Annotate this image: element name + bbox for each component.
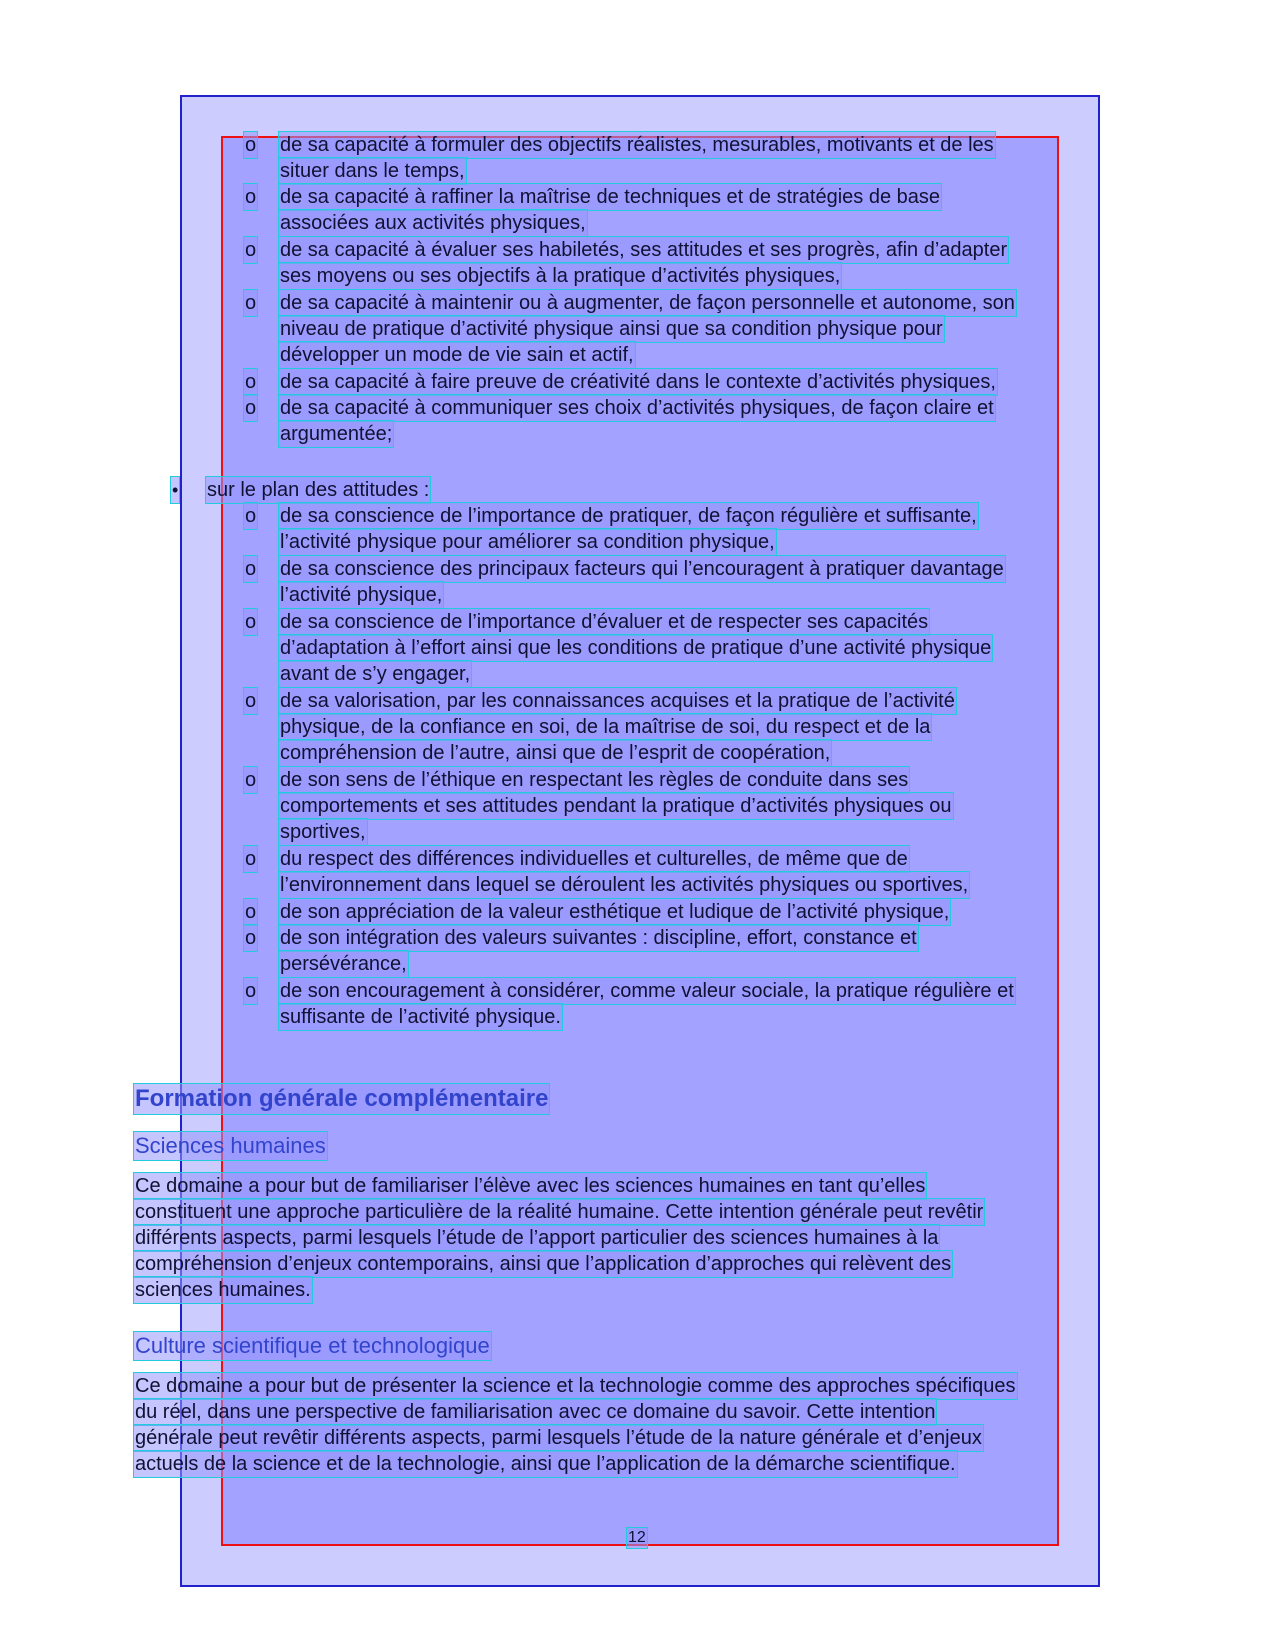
section-heading: Formation générale complémentaire — [135, 1085, 549, 1112]
list-item-line: de son sens de l’éthique en respectant les règles de conduite dans ses — [280, 769, 909, 791]
list-bullet: o — [245, 186, 257, 208]
list-item-line: de sa capacité à faire preuve de créativité dans le contexte d’activités physiques, — [280, 371, 996, 393]
paragraph-line: Ce domaine a pour but de familiariser l’élève avec les sciences humaines en tant qu’elles — [135, 1175, 926, 1197]
list-bullet: o — [245, 134, 257, 156]
list-item-line: du respect des différences individuelles et culturelles, de même que de — [280, 848, 908, 870]
list-bullet: o — [245, 397, 257, 419]
list-item-line: situer dans le temps, — [280, 160, 465, 182]
list-bullet: o — [245, 690, 257, 712]
list-item-line: compréhension de l’autre, ainsi que de l’esprit de coopération, — [280, 742, 831, 764]
list-item-line: ses moyens ou ses objectifs à la pratique d’activités physiques, — [280, 265, 841, 287]
list-item-line: sportives, — [280, 821, 366, 843]
paragraph-line: compréhension d’enjeux contemporains, ainsi que l’application d’approches qui relèvent des — [135, 1253, 952, 1275]
list-item-line: l’activité physique pour améliorer sa condition physique, — [280, 531, 775, 553]
subsection-title: Culture scientifique et technologique — [135, 1333, 490, 1358]
list-item-line: persévérance, — [280, 953, 407, 975]
list-item-line: de sa capacité à formuler des objectifs réalistes, mesurables, motivants et de les — [280, 134, 994, 156]
paragraph-line: actuels de la science et de la technologie, ainsi que l’application de la démarche scientifique. — [135, 1453, 956, 1475]
list-bullet: o — [245, 769, 257, 791]
paragraph-line: générale peut revêtir différents aspects, parmi lesquels l’étude de la nature générale et d’enjeux — [135, 1427, 982, 1449]
list-bullet: o — [245, 927, 257, 949]
list-item-line: de son intégration des valeurs suivantes : discipline, effort, constance et — [280, 927, 917, 949]
paragraph-line: sciences humaines. — [135, 1279, 311, 1301]
subsection-title: Sciences humaines — [135, 1133, 326, 1158]
list-bullet: o — [245, 980, 257, 1002]
page-number: 12 — [628, 1529, 646, 1546]
list-bullet: o — [245, 611, 257, 633]
list-item-line: de sa capacité à maintenir ou à augmenter, de façon personnelle et autonome, son — [280, 292, 1015, 314]
list-item-line: comportements et ses attitudes pendant la pratique d’activités physiques ou — [280, 795, 952, 817]
list-item-line: de sa capacité à communiquer ses choix d’activités physiques, de façon claire et — [280, 397, 994, 419]
paragraph-line: Ce domaine a pour but de présenter la science et la technologie comme des approches spécifiques — [135, 1375, 1016, 1397]
list-item-line: de sa conscience de l’importance d’évaluer et de respecter ses capacités — [280, 611, 929, 633]
list-bullet: o — [245, 558, 257, 580]
list-item-line: suffisante de l’activité physique. — [280, 1006, 561, 1028]
list-item-line: l’environnement dans lequel se déroulent les activités physiques ou sportives, — [280, 874, 969, 896]
list-item-line: physique, de la confiance en soi, de la maîtrise de soi, du respect et de la — [280, 716, 931, 738]
list-item-line: associées aux activités physiques, — [280, 212, 586, 234]
list-item-line: de sa conscience des principaux facteurs qui l’encouragent à pratiquer davantage — [280, 558, 1004, 580]
list-bullet: o — [245, 292, 257, 314]
list-item-line: de sa capacité à raffiner la maîtrise de techniques et de stratégies de base — [280, 186, 941, 208]
paragraph-line: différents aspects, parmi lesquels l’étude de l’apport particulier des sciences humaines à la — [135, 1227, 939, 1249]
list-item-line: l’activité physique, — [280, 584, 443, 606]
list-item-line: de sa conscience de l’importance de pratiquer, de façon régulière et suffisante, — [280, 505, 977, 527]
list-bullet: o — [245, 239, 257, 261]
paragraph-line: constituent une approche particulière de la réalité humaine. Cette intention générale peut revêtir — [135, 1201, 984, 1223]
attitudes-label: sur le plan des attitudes : — [207, 479, 430, 501]
list-item-line: niveau de pratique d’activité physique ainsi que sa condition physique pour — [280, 318, 943, 340]
list-item-line: développer un mode de vie sain et actif, — [280, 344, 634, 366]
list-item-line: de sa capacité à évaluer ses habiletés, ses attitudes et ses progrès, afin d’adapter — [280, 239, 1008, 261]
main-bullet: • — [171, 477, 179, 503]
list-bullet: o — [245, 848, 257, 870]
list-item-line: d’adaptation à l’effort ainsi que les conditions de pratique d’une activité physique — [280, 637, 992, 659]
list-item-line: argumentée; — [280, 423, 393, 445]
paragraph-line: du réel, dans une perspective de familiarisation avec ce domaine du savoir. Cette intention — [135, 1401, 936, 1423]
list-bullet: o — [245, 371, 257, 393]
list-bullet: o — [245, 505, 257, 527]
list-item-line: de son encouragement à considérer, comme valeur sociale, la pratique régulière et — [280, 980, 1014, 1002]
list-item-line: avant de s’y engager, — [280, 663, 471, 685]
list-item-line: de son appréciation de la valeur esthétique et ludique de l’activité physique, — [280, 901, 950, 923]
list-bullet: o — [245, 901, 257, 923]
list-item-line: de sa valorisation, par les connaissances acquises et la pratique de l’activité — [280, 690, 955, 712]
